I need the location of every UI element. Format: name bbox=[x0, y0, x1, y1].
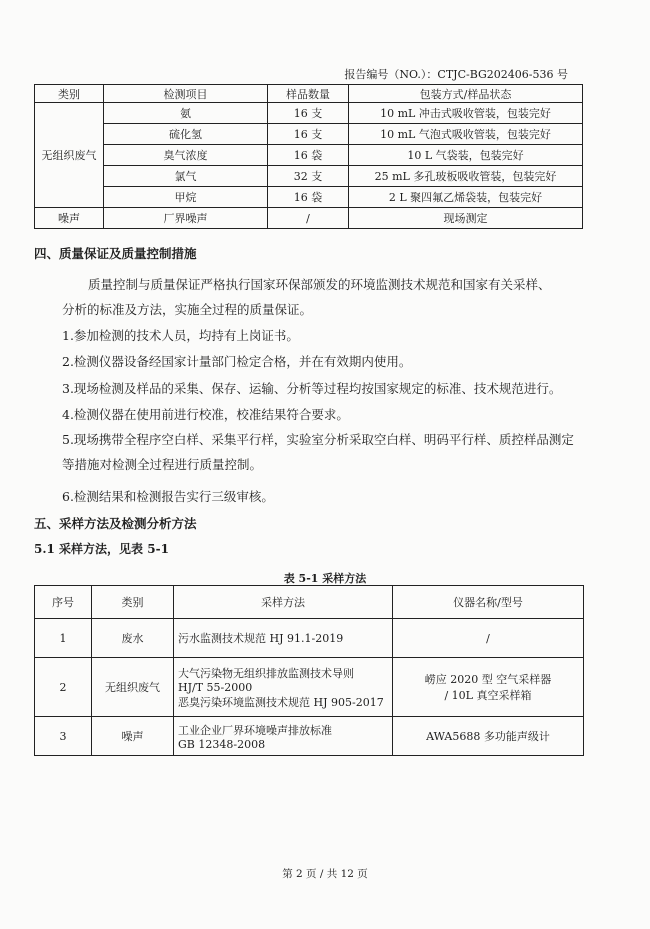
no-cell: 1 bbox=[35, 619, 92, 658]
quantity-cell: / bbox=[268, 208, 349, 229]
packaging-cell: 10 L 气袋装，包装完好 bbox=[349, 145, 583, 166]
table-row bbox=[35, 658, 584, 717]
quantity-cell: 16 支 bbox=[268, 124, 349, 145]
category-cell: 无组织废气 bbox=[92, 658, 174, 717]
item-cell: 氨 bbox=[104, 103, 268, 124]
table-row bbox=[35, 619, 584, 658]
table-caption: 表 5-1 采样方法 bbox=[283, 572, 367, 585]
table-header-row bbox=[35, 586, 584, 619]
instrument-line: / 10L 真空采样箱 bbox=[444, 689, 532, 702]
col-header-item: 检测项目 bbox=[104, 85, 268, 103]
category-cell: 噪声 bbox=[35, 208, 104, 229]
packaging-cell: 2 L 聚四氟乙烯袋装，包装完好 bbox=[349, 187, 583, 208]
instrument-cell bbox=[393, 658, 584, 717]
quantity-cell: 16 袋 bbox=[268, 145, 349, 166]
method-line: 大气污染物无组织排放监测技术导则 bbox=[178, 666, 354, 680]
table-header-row bbox=[35, 85, 583, 103]
no-cell: 3 bbox=[35, 717, 92, 756]
col-header-category: 类别 bbox=[92, 586, 174, 619]
qc-item-1: 1.参加检测的技术人员，均持有上岗证书。 bbox=[62, 328, 299, 343]
method-cell bbox=[174, 717, 393, 756]
col-header-instrument: 仪器名称/型号 bbox=[393, 586, 584, 619]
intro-line-2: 分析的标准及方法，实施全过程的质量保证。 bbox=[62, 302, 313, 317]
col-header-category: 类别 bbox=[35, 85, 104, 103]
item-cell: 甲烷 bbox=[104, 187, 268, 208]
category-cell: 噪声 bbox=[92, 717, 174, 756]
item-cell: 硫化氢 bbox=[104, 124, 268, 145]
col-header-quantity: 样品数量 bbox=[268, 85, 349, 103]
table-row bbox=[35, 166, 583, 187]
sample-table bbox=[34, 84, 583, 229]
sampling-method-table bbox=[34, 585, 584, 756]
qc-item-2: 2.检测仪器设备经国家计量部门检定合格，并在有效期内使用。 bbox=[62, 354, 412, 369]
qc-item-5: 5.现场携带全程序空白样、采集平行样，实验室分析采取空白样、明码平行样、质控样品测定等措施对检测全过程进行质量控制。 bbox=[62, 432, 574, 472]
method-line: 恶臭污染环境监测技术规范 HJ 905-2017 bbox=[178, 695, 384, 709]
method-line: 污水监测技术规范 HJ 91.1-2019 bbox=[178, 632, 344, 645]
no-cell: 2 bbox=[35, 658, 92, 717]
table-row bbox=[35, 208, 583, 229]
table-row bbox=[35, 187, 583, 208]
method-cell bbox=[174, 619, 393, 658]
table-row bbox=[35, 103, 583, 124]
quantity-cell: 16 袋 bbox=[268, 187, 349, 208]
category-cell: 废水 bbox=[92, 619, 174, 658]
method-line: 工业企业厂界环境噪声排放标准 bbox=[178, 723, 332, 737]
table-row bbox=[35, 124, 583, 145]
col-header-method: 采样方法 bbox=[174, 586, 393, 619]
section-5-1-title: 5.1 采样方法，见表 5-1 bbox=[34, 542, 169, 556]
instrument-cell bbox=[393, 717, 584, 756]
quantity-cell: 16 支 bbox=[268, 103, 349, 124]
instrument-line: 崂应 2020 型 空气采样器 bbox=[424, 673, 552, 686]
packaging-cell: 现场测定 bbox=[349, 208, 583, 229]
instrument-line: AWA5688 多功能声级计 bbox=[426, 730, 550, 743]
method-line: GB 12348-2008 bbox=[178, 737, 266, 751]
packaging-cell: 10 mL 冲击式吸收管装，包装完好 bbox=[349, 103, 583, 124]
qc-item-3: 3.现场检测及样品的采集、保存、运输、分析等过程均按国家规定的标准、技术规范进行。 bbox=[62, 381, 562, 396]
category-cell: 无组织废气 bbox=[35, 103, 104, 208]
qc-item-6: 6.检测结果和检测报告实行三级审核。 bbox=[62, 489, 274, 504]
instrument-cell bbox=[393, 619, 584, 658]
method-cell bbox=[174, 658, 393, 717]
table-row bbox=[35, 717, 584, 756]
item-cell: 臭气浓度 bbox=[104, 145, 268, 166]
page-footer: 第 2 页 / 共 12 页 bbox=[282, 868, 368, 880]
item-cell: 厂界噪声 bbox=[104, 208, 268, 229]
qc-item-4: 4.检测仪器在使用前进行校准，校准结果符合要求。 bbox=[62, 407, 349, 422]
table-row bbox=[35, 145, 583, 166]
report-number: 报告编号（NO.）：CTJC-BG202406-536 号 bbox=[344, 68, 568, 81]
packaging-cell: 25 mL 多孔玻板吸收管装，包装完好 bbox=[349, 166, 583, 187]
quantity-cell: 32 支 bbox=[268, 166, 349, 187]
packaging-cell: 10 mL 气泡式吸收管装，包装完好 bbox=[349, 124, 583, 145]
col-header-packaging: 包装方式/样品状态 bbox=[349, 85, 583, 103]
item-cell: 氯气 bbox=[104, 166, 268, 187]
section-4-title: 四、质量保证及质量控制措施 bbox=[34, 246, 197, 261]
instrument-line: / bbox=[486, 631, 490, 645]
section-5-title: 五、采样方法及检测分析方法 bbox=[34, 516, 197, 531]
intro-line-1: 质量控制与质量保证严格执行国家环保部颁发的环境监测技术规范和国家有关采样、 bbox=[88, 277, 551, 292]
method-line: HJ/T 55-2000 bbox=[178, 680, 253, 694]
col-header-no: 序号 bbox=[35, 586, 92, 619]
